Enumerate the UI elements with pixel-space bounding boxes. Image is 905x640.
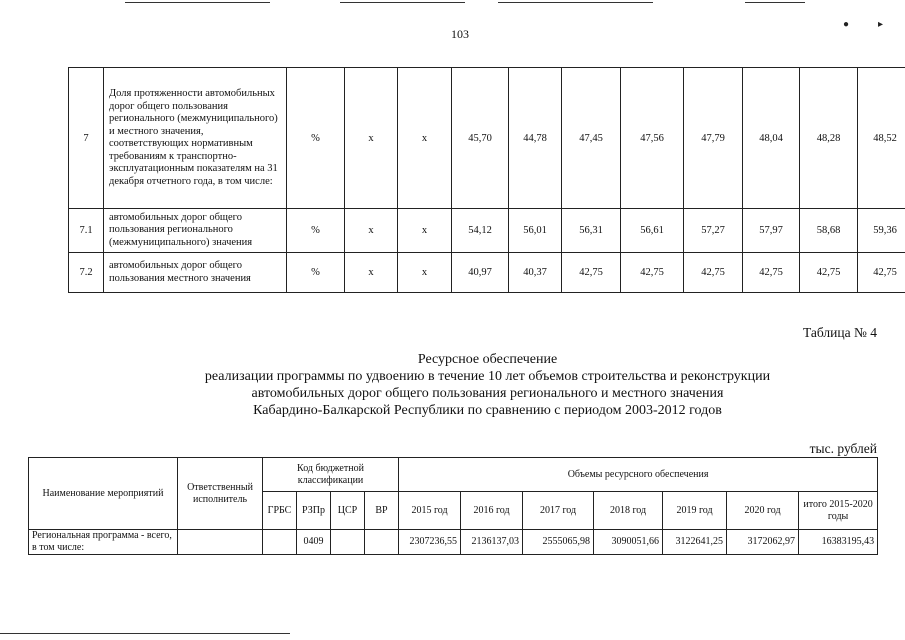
value-cell: 47,56 — [621, 68, 684, 209]
resource-table — [28, 457, 878, 555]
table-row — [69, 68, 905, 209]
heading-line: автомобильных дорог общего пользования регионального и местного значения — [251, 386, 724, 401]
value-cell: 3172062,97 — [727, 530, 799, 555]
header-year: 2016 год — [461, 492, 523, 530]
header-budget-code: Код бюджетной классификации — [263, 458, 399, 492]
code-cell — [331, 530, 365, 555]
table-label: Таблица № 4 — [803, 325, 877, 340]
value-cell: 48,52 — [858, 68, 905, 209]
page-number: 103 — [451, 27, 469, 41]
value-cell: 42,75 — [621, 253, 684, 293]
header-code: РЗПр — [297, 492, 331, 530]
value-cell: 45,70 — [452, 68, 509, 209]
heading-line: Кабардино-Балкарской Республики по сравнению с периодом 2003-2012 годов — [253, 403, 722, 418]
value-cell: х — [398, 68, 452, 209]
indicator-name: автомобильных дорог общего пользования регионального (межмуниципального) значения — [104, 209, 287, 253]
value-cell: 56,31 — [562, 209, 621, 253]
top-rule-3 — [498, 2, 653, 3]
row-number: 7.1 — [69, 209, 104, 253]
table-row — [69, 209, 905, 253]
value-cell: 48,28 — [800, 68, 858, 209]
value-cell: 2555065,98 — [523, 530, 594, 555]
value-cell: 42,75 — [858, 253, 905, 293]
top-rule-2 — [340, 2, 465, 3]
header-code: ЦСР — [331, 492, 365, 530]
indicators-table — [68, 67, 905, 293]
header-name: Наименование мероприятий — [29, 458, 178, 530]
value-cell: 16383195,43 — [799, 530, 878, 555]
header-year: 2019 год — [663, 492, 727, 530]
table-heading — [0, 351, 905, 419]
value-cell: 56,01 — [509, 209, 562, 253]
value-cell: 47,45 — [562, 68, 621, 209]
bottom-rule — [0, 633, 290, 634]
top-rule-1 — [125, 2, 270, 3]
header-year: 2020 год — [727, 492, 799, 530]
table-row — [29, 530, 878, 555]
value-cell: 2307236,55 — [399, 530, 461, 555]
unit-cell: % — [287, 253, 345, 293]
value-cell: 3122641,25 — [663, 530, 727, 555]
header-year: 2015 год — [399, 492, 461, 530]
code-cell: 0409 — [297, 530, 331, 555]
value-cell: 58,68 — [800, 209, 858, 253]
code-cell — [263, 530, 297, 555]
value-cell: 56,61 — [621, 209, 684, 253]
value-cell: 57,27 — [684, 209, 743, 253]
header-executor: Ответственный исполнитель — [178, 458, 263, 530]
header-year: 2017 год — [523, 492, 594, 530]
value-cell: 44,78 — [509, 68, 562, 209]
indicator-name: автомобильных дорог общего пользования местного значения — [104, 253, 287, 293]
scan-mark-icon: ▸ — [878, 19, 884, 30]
value-cell: 42,75 — [800, 253, 858, 293]
program-name: Региональная программа - всего, в том числе: — [29, 530, 178, 555]
value-cell: х — [398, 209, 452, 253]
top-rule-4 — [745, 2, 805, 3]
value-cell: 3090051,66 — [594, 530, 663, 555]
row-number: 7 — [69, 68, 104, 209]
value-cell: 42,75 — [562, 253, 621, 293]
unit-cell: % — [287, 209, 345, 253]
value-cell: 54,12 — [452, 209, 509, 253]
value-cell: 59,36 — [858, 209, 905, 253]
value-cell: 47,79 — [684, 68, 743, 209]
executor-cell — [178, 530, 263, 555]
value-cell: 42,75 — [743, 253, 800, 293]
unit-cell: % — [287, 68, 345, 209]
header-code: ГРБС — [263, 492, 297, 530]
row-number: 7.2 — [69, 253, 104, 293]
code-cell — [365, 530, 399, 555]
heading-line: реализации программы по удвоению в течение 10 лет объемов строительства и реконструкции — [204, 369, 771, 384]
header-volumes: Объемы ресурсного обеспечения — [399, 458, 878, 492]
header-code: ВР — [365, 492, 399, 530]
indicator-name: Доля протяженности автомобильных дорог общего пользования регионального (межмуниципального) и местного значения, соответствующих нормативным требованиям к транспортно-эксплуатационным показателям на 31 декабря отчетного года, в том числе: — [104, 68, 287, 209]
value-cell: х — [398, 253, 452, 293]
scan-mark-icon: ●‏ — [843, 19, 850, 30]
value-cell: 48,04 — [743, 68, 800, 209]
value-cell: 2136137,03 — [461, 530, 523, 555]
header-year: 2018 год — [594, 492, 663, 530]
value-cell: 57,97 — [743, 209, 800, 253]
value-cell: х — [345, 253, 398, 293]
value-cell: х — [345, 209, 398, 253]
value-cell: х — [345, 68, 398, 209]
value-cell: 42,75 — [684, 253, 743, 293]
value-cell: 40,97 — [452, 253, 509, 293]
units-label: тыс. рублей — [809, 441, 877, 456]
header-year: итого 2015-2020 годы — [799, 492, 878, 530]
heading-line: Ресурсное обеспечение — [417, 352, 558, 367]
value-cell: 40,37 — [509, 253, 562, 293]
table-row — [69, 253, 905, 293]
